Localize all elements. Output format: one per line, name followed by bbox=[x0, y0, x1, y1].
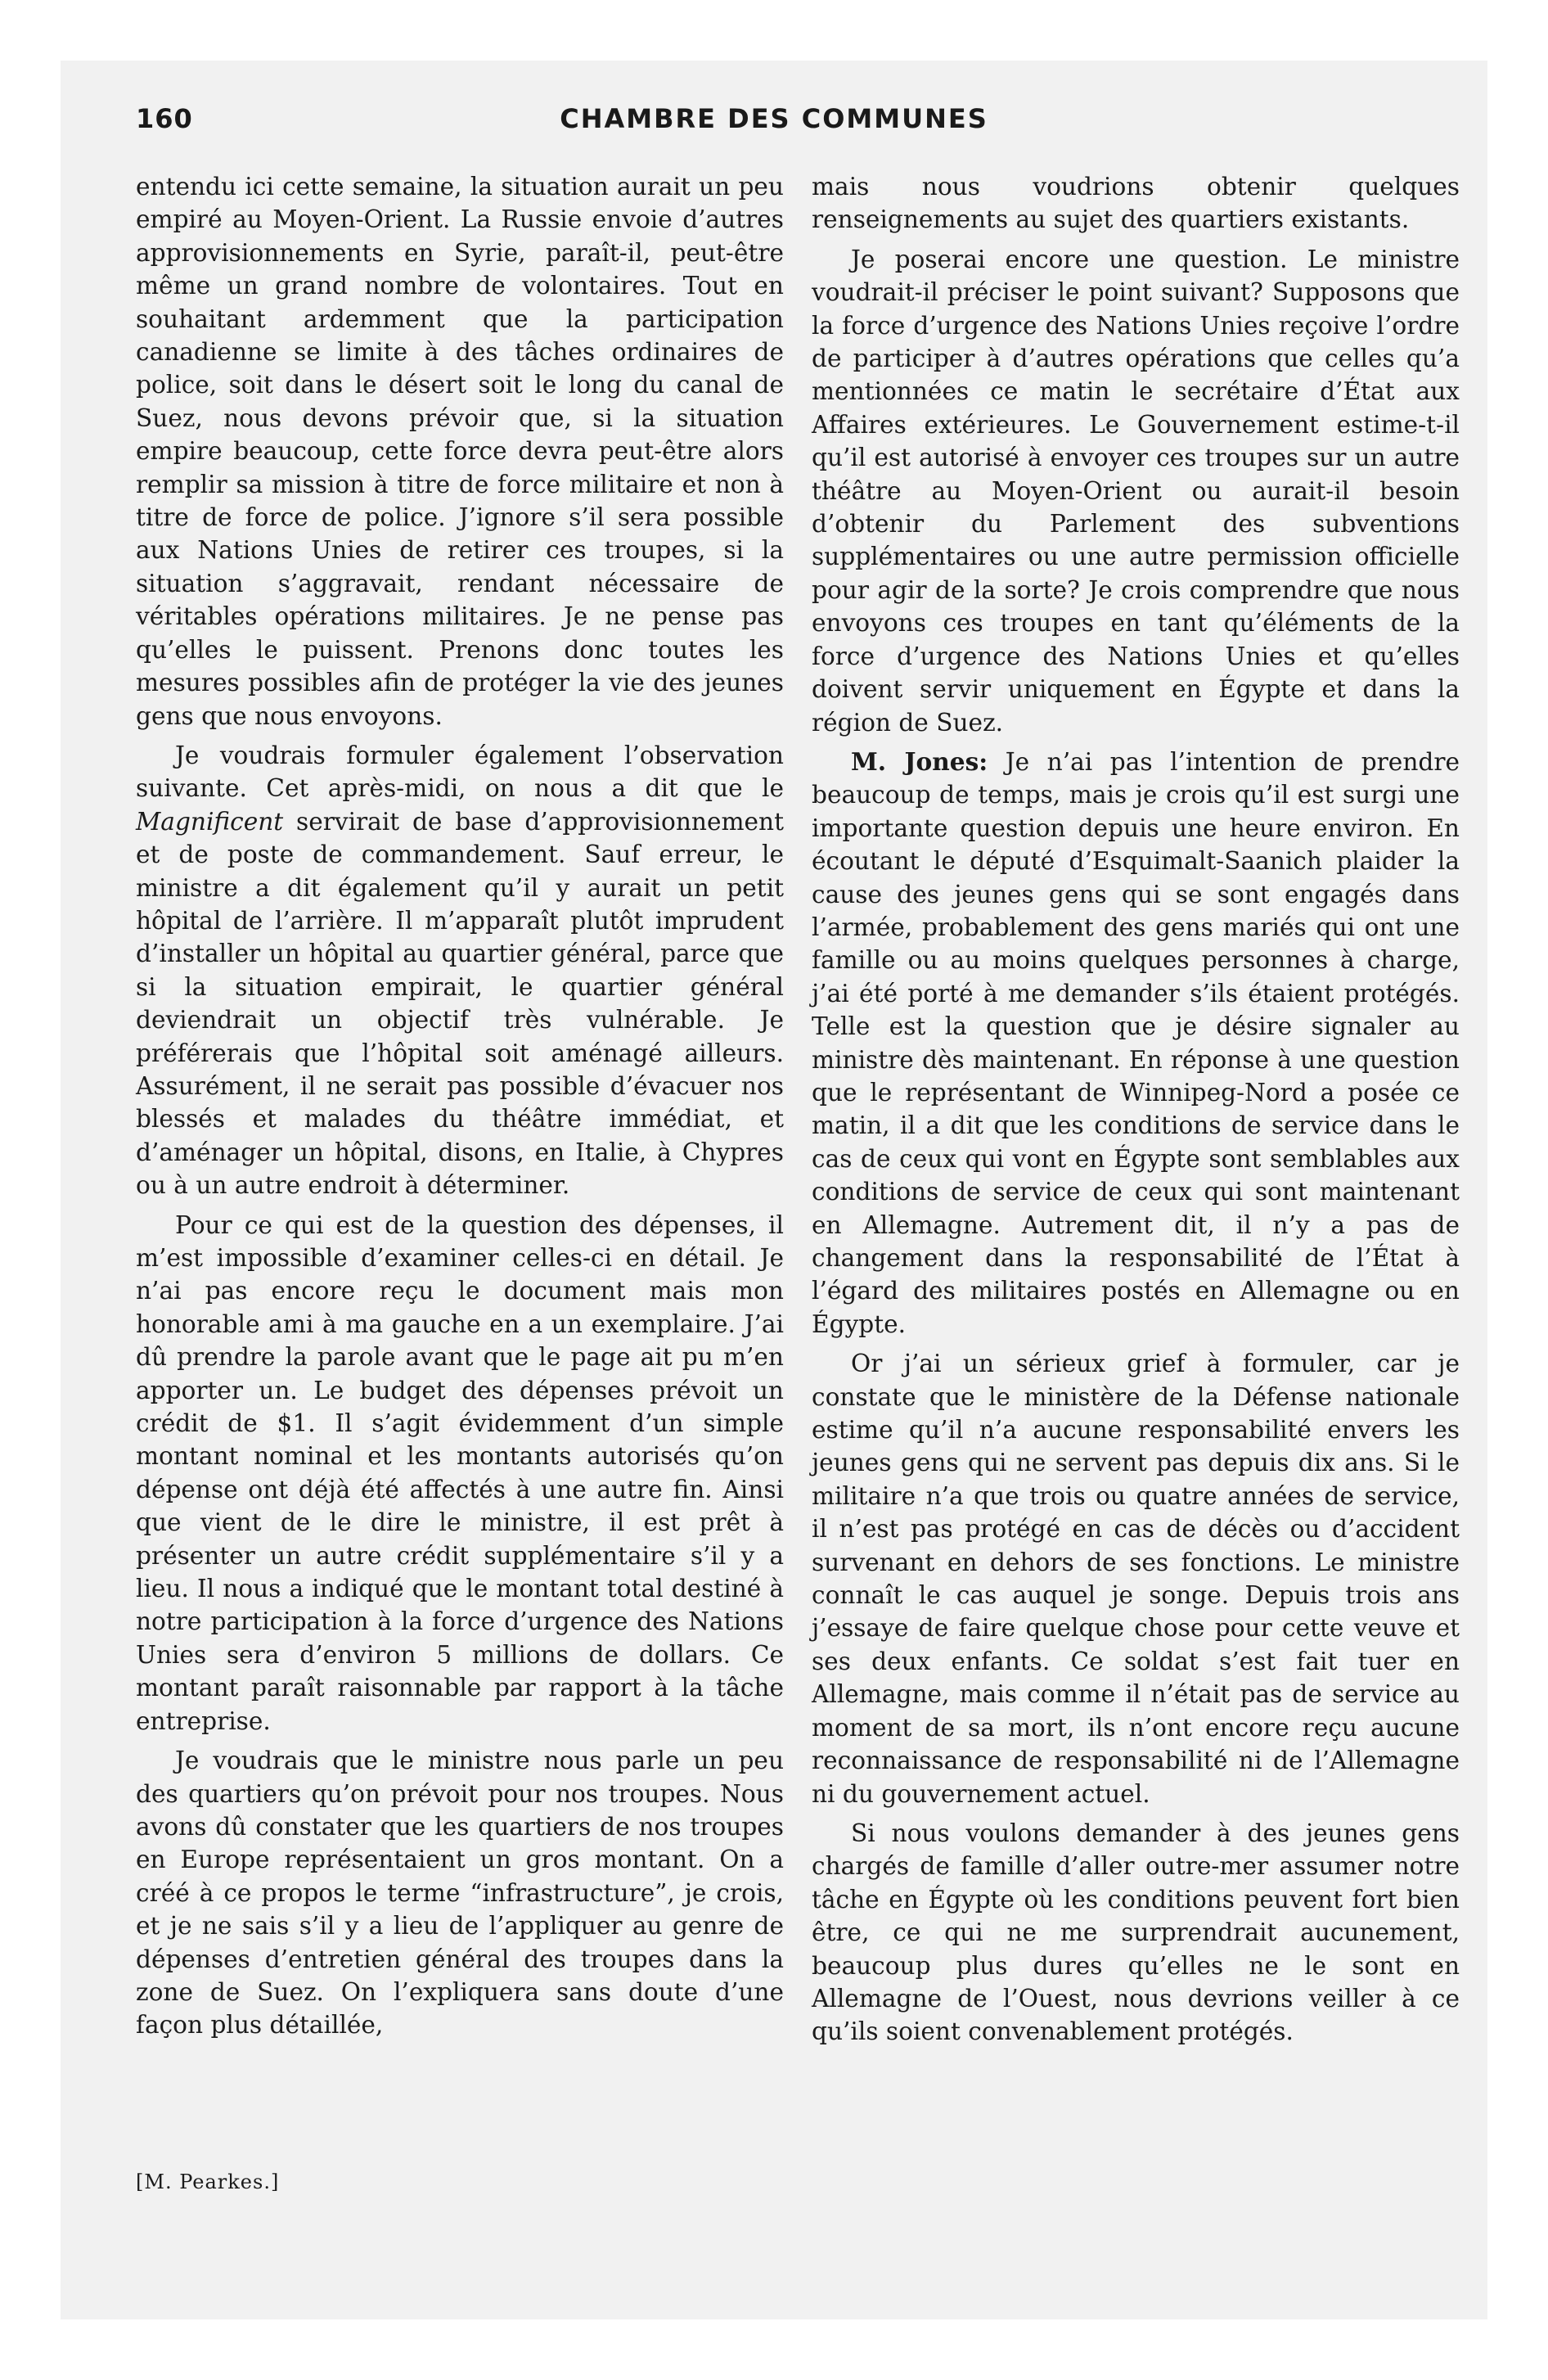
paragraph-text: Je n’ai pas l’intention de prendre beaucoup de temps, mais je crois qu’il est surgi une importante question depuis une heure environ. En écoutant le député d’Esquimalt-Saanich plaider la cause des jeunes gens qui se sont engagés dans l’armée, probablement des gens mariés qui ont une famille ou au moins quelques personnes à charge, j’ai été porté à me demander s’ils étaient protégés. Telle est la question que je désire signaler au ministre dès maintenant. En réponse à une question que le représentant de Winnipeg-Nord a posée ce matin, il a dit que les conditions de service dans le cas de ceux qui vont en Égypte sont semblables aux conditions de service de ceux qui sont maintenant en Allemagne. Autrement dit, il n’y a pas de changement dans la responsabilité de l’État à l’égard des militaires postés en Allemagne ou en Égypte. bbox=[812, 747, 1460, 1338]
paragraph: mais nous voudrions obtenir quelques renseignements au sujet des quartiers existants. bbox=[812, 173, 1460, 234]
paragraph: entendu ici cette semaine, la situation aurait un peu empiré au Moyen-Orient. La Russie envoie d’autres approvisionnements en Syrie, paraît-il, peut-être même un grand nombre de volontaires. Tout en souhaitant ardemment que la participation canadienne se limite à des tâches ordinaires de police, soit dans le désert soit le long du canal de Suez, nous devons prévoir que, si la situation empire beaucoup, cette force devra peut-être alors remplir sa mission à titre de force militaire et non à titre de force de police. J’ignore s’il sera possible aux Nations Unies de retirer ces troupes, si la situation s’aggravait, rendant nécessaire de véritables opérations militaires. Je ne pense pas qu’elles le puissent. Prenons donc toutes les mesures possibles afin de protéger la vie des jeunes gens que nous envoyons. bbox=[136, 173, 784, 730]
paragraph bbox=[812, 746, 1460, 1341]
scanned-page bbox=[61, 61, 1487, 2319]
paragraph: Je poserai encore une question. Le ministre voudrait-il préciser le point suivant? Supposons que la force d’urgence des Nations Unies reçoive l’ordre de participer à d’autres opérations que celles qu’a mentionnées ce matin le secrétaire d’État aux Affaires extérieures. Le Gouvernement estime-t-il qu’il est autorisé à envoyer ces troupes sur un autre théâtre au Moyen-Orient ou aurait-il besoin d’obtenir du Parlement des subventions supplémentaires ou une autre permission officielle pour agir de la sorte? Je crois comprendre que nous envoyons ces troupes en tant qu’éléments de la force d’urgence des Nations Unies et qu’elles doivent servir uniquement en Égypte et dans la région de Suez. bbox=[812, 245, 1460, 737]
paragraph bbox=[136, 739, 784, 1202]
ship-name: Magnificent bbox=[136, 807, 284, 836]
speaker-footnote: [M. Pearkes.] bbox=[136, 2170, 280, 2193]
paragraph: Si nous voulons demander à des jeunes gens chargés de famille d’aller outre-mer assumer notre tâche en Égypte où les conditions peuvent fort bien être, ce qui ne me surprendrait aucunement, beaucoup plus dures qu’elles ne le sont en Allemagne de l’Ouest, nous devrions veiller à ce qu’ils soient convenablement protégés. bbox=[812, 1819, 1460, 2046]
paragraph: Or j’ai un sérieux grief à formuler, car je constate que le ministère de la Défense nationale estime qu’il n’a aucune responsabilité envers les jeunes gens qui ne servent pas depuis dix ans. Si le militaire n’a que trois ou quatre années de service, il n’est pas protégé en cas de décès ou d’accident survenant en dehors de ses fonctions. Le ministre connaît le cas auquel je songe. Depuis trois ans j’essaye de faire quelque chose pour cette veuve et ses deux enfants. Ce soldat s’est fait tuer en Allemagne, mais comme il n’était pas de service au moment de sa mort, ils n’ont encore reçu aucune reconnaissance de responsabilité ni de l’Allemagne ni du gouvernement actuel. bbox=[812, 1350, 1460, 1808]
right-column bbox=[812, 170, 1460, 2049]
paragraph: Je voudrais que le ministre nous parle un peu des quartiers qu’on prévoit pour nos troupes. Nous avons dû constater que les quartiers de nos troupes en Europe représentaient un gros montant. On a créé à ce propos le terme “infrastructure”, je crois, et je ne sais s’il y a lieu de l’appliquer au genre de dépenses d’entretien général des troupes dans la zone de Suez. On l’expliquera sans doute d’une façon plus détaillée, bbox=[136, 1747, 784, 2040]
running-title: CHAMBRE DES COMMUNES bbox=[560, 103, 988, 134]
paragraph-text: Je voudrais formuler également l’observation suivante. Cet après-midi, on nous a dit que le bbox=[136, 741, 784, 803]
left-column bbox=[136, 170, 784, 2042]
paragraph: Pour ce qui est de la question des dépenses, il m’est impossible d’examiner celles-ci en détail. Je n’ai pas encore reçu le document mais mon honorable ami à ma gauche en a un exemplaire. J’ai dû prendre la parole avant que le page ait pu m’en apporter un. Le budget des dépenses prévoit un crédit de $1. Il s’agit évidemment d’un simple montant nominal et les montants autorisés qu’on dépense ont déjà été affectés à une autre fin. Ainsi que vient de le dire le ministre, il est prêt à présenter un autre crédit supplémentaire s’il y a lieu. Il nous a indiqué que le montant total destiné à notre participation à la force d’urgence des Nations Unies sera d’environ 5 millions de dollars. Ce montant paraît raisonnable par rapport à la tâche entreprise. bbox=[136, 1210, 784, 1735]
page-header bbox=[136, 103, 1412, 152]
paragraph-text: servirait de base d’approvisionnement et de poste de commandement. Sauf erreur, le ministre a dit également qu’il y aurait un petit hôpital de l’arrière. Il m’apparaît plutôt imprudent d’installer un hôpital au quartier général, parce que si la situation empirait, le quartier général deviendrait un objectif très vulnérable. Je préférerais que l’hôpital soit aménagé ailleurs. Assurément, il ne serait pas possible d’évacuer nos blessés et malades du théâtre immédiat, et d’aménager un hôpital, disons, en Italie, à Chypres ou à un autre endroit à déterminer. bbox=[136, 807, 784, 1200]
page-number: 160 bbox=[136, 103, 193, 134]
speaker-name: M. Jones: bbox=[851, 746, 988, 776]
